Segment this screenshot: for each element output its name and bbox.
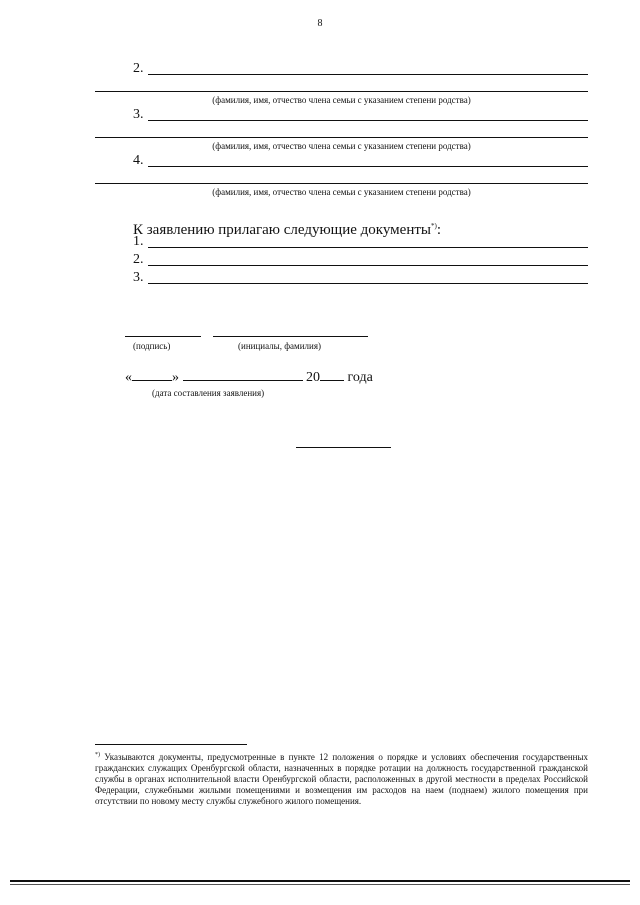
name-line xyxy=(213,336,368,337)
fill-line xyxy=(148,247,588,248)
documents-heading-tail: : xyxy=(436,222,442,238)
full-width-line xyxy=(95,91,588,92)
footnote-rule xyxy=(95,744,247,745)
open-quote: « xyxy=(125,370,132,385)
footnote-text: Указываются документы, предусмотренные в пункте 12 положения о порядке и условиях обеспечения государственных гражданских служащих Оренбургской области, назначенных в порядке ротации на должность государственной гражданской службы в органах исполнительной власти Оренбургской области, расположенных в другой местности в пределах Российской Федерации, служебными жилыми помещениями и возмещения им расходов на наем (поднаем) жилого помещения при отсутствии по новому месту службы служебного жилого помещения. xyxy=(95,752,589,806)
date-caption: (дата составления заявления) xyxy=(152,388,265,398)
fill-line xyxy=(148,283,588,284)
year-blank xyxy=(320,369,344,381)
month-blank xyxy=(183,369,303,381)
year-suffix: года xyxy=(347,370,373,385)
row-number: 3. xyxy=(133,270,144,285)
date-line xyxy=(125,369,373,386)
fill-line xyxy=(148,120,588,121)
bottom-scan-edge xyxy=(10,880,630,882)
name-caption: (инициалы, фамилия) xyxy=(238,341,321,351)
row-number: 2. xyxy=(133,252,144,267)
family-member-caption: (фамилия, имя, отчество члена семьи с указанием степени родства) xyxy=(212,141,471,151)
documents-heading xyxy=(133,218,441,238)
full-width-line xyxy=(95,137,588,138)
page-number: 8 xyxy=(317,18,323,29)
documents-heading-text: К заявлению прилагаю следующие документы xyxy=(133,222,431,238)
row-number: 4. xyxy=(133,153,144,168)
family-member-caption: (фамилия, имя, отчество члена семьи с указанием степени родства) xyxy=(212,187,471,197)
footnote-mark: *) xyxy=(95,752,100,758)
close-quote: » xyxy=(172,370,179,385)
row-number: 1. xyxy=(133,234,144,249)
year-prefix: 20 xyxy=(306,370,320,385)
row-number: 2. xyxy=(133,61,144,76)
fill-line xyxy=(148,265,588,266)
day-blank xyxy=(132,369,172,381)
separator-line xyxy=(296,447,391,448)
footnote-mark: *) xyxy=(431,222,437,230)
footnote xyxy=(95,750,588,807)
full-width-line xyxy=(95,183,588,184)
fill-line xyxy=(148,74,588,75)
fill-line xyxy=(148,166,588,167)
bottom-scan-edge-thin xyxy=(10,884,630,885)
signature-caption: (подпись) xyxy=(133,341,171,351)
signature-line xyxy=(125,336,201,337)
family-member-caption: (фамилия, имя, отчество члена семьи с указанием степени родства) xyxy=(212,95,471,105)
row-number: 3. xyxy=(133,107,144,122)
